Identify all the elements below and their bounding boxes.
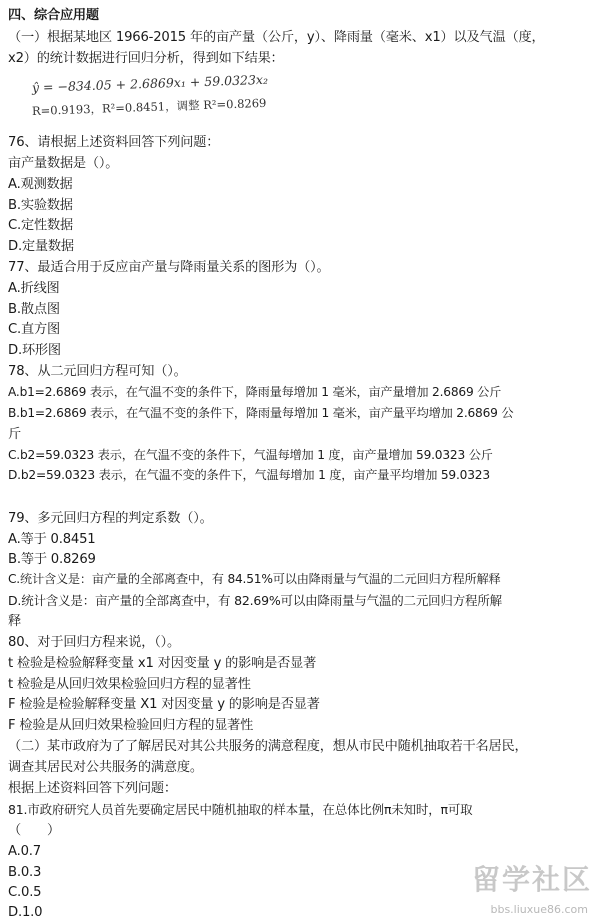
q78-option-d: D.b2=59.0323 表示，在气温不变的条件下，气温每增加 1 度，亩产量平均增加 59.0323 (8, 468, 490, 482)
q80-option-d: F 检验是从回归效果检验回归方程的显著性 (8, 718, 254, 733)
q78-stem: 78、从二元回归方程可知（）。 (8, 364, 187, 379)
q77-stem: 77、最适合用于反应亩产量与降雨量关系的图形为（）。 (8, 260, 330, 275)
watermark-url: bbs.liuxue86.com (490, 903, 588, 916)
q81-option-b: B.0.3 (8, 865, 42, 880)
q77-option-c: C.直方图 (8, 322, 60, 337)
q77-option-b: B.散点图 (8, 302, 60, 317)
q81-option-d: D.1.0 (8, 905, 43, 920)
q79-option-c: C.统计含义是：亩产量的全部离查中，有 84.51%可以由降雨量与气温的二元回归方程所解释 (8, 572, 501, 586)
crop-separator (0, 495, 602, 509)
q81-stem: 81.市政府研究人员首先要确定居民中随机抽取的样本量，在总体比例π未知时，π可取 (8, 802, 473, 817)
q78-option-a: A.b1=2.6869 表示，在气温不变的条件下，降雨量每增加 1 毫米，亩产量增加 2.6869 公斤 (8, 385, 502, 399)
q81-option-c: C.0.5 (8, 885, 42, 900)
q80-option-a: t 检验是检验解释变量 x1 对因变量 y 的影响是否显著 (8, 656, 317, 671)
q77-option-d: D.环形图 (8, 343, 61, 358)
q78-option-c: C.b2=59.0323 表示，在气温不变的条件下，气温每增加 1 度，亩产量增加 59.0323 公斤 (8, 448, 493, 462)
q76-option-d: D.定量数据 (8, 239, 74, 254)
q80-option-c: F 检验是检验解释变量 X1 对因变量 y 的影响是否显著 (8, 697, 320, 712)
q77-option-a: A.折线图 (8, 281, 60, 296)
q78-option-b-cont: 斤 (8, 427, 21, 442)
regression-stats: R=0.9193，R²=0.8451，调整 R²=0.8269 (31, 95, 267, 118)
q79-option-d-cont: 释 (8, 614, 21, 629)
intro-line-2: x2）的统计数据进行回归分析，得到如下结果： (8, 51, 284, 66)
watermark-logo: 留学社区 (471, 863, 592, 896)
q76-option-a: A.观测数据 (8, 177, 73, 192)
part2-intro-2: 调查其居民对公共服务的满意度。 (8, 760, 203, 775)
q80-option-b: t 检验是从回归效果检验回归方程的显著性 (8, 677, 251, 692)
q76-intro: 76、请根据上述资料回答下列问题： (8, 135, 220, 150)
part2-intro-1: （二）某市政府为了了解居民对其公共服务的满意程度，想从市民中随机抽取若干名居民， (8, 739, 528, 754)
q76-option-c: C.定性数据 (8, 218, 73, 233)
q81-option-a: A.0.7 (8, 844, 41, 859)
q78-option-b: B.b1=2.6869 表示，在气温不变的条件下，降雨量每增加 1 毫米，亩产量平均增加 2.6869 公 (8, 406, 514, 420)
q79-stem: 79、多元回归方程的判定系数（）。 (8, 511, 213, 526)
q79-option-d: D.统计含义是：亩产量的全部离查中，有 82.69%可以由降雨量与气温的二元回归方程所解 (8, 593, 502, 608)
q81-paren: （ ） (8, 823, 60, 838)
section-title: 四、综合应用题 (8, 8, 99, 23)
q76-option-b: B.实验数据 (8, 198, 73, 213)
intro-line-1: （一）根据某地区 1966-2015 年的亩产量（公斤，y）、降雨量（毫米、x1）以及气温（度， (8, 30, 545, 45)
q76-stem: 亩产量数据是（）。 (8, 156, 119, 171)
part2-intro-3: 根据上述资料回答下列问题： (8, 781, 177, 796)
q80-stem: 80、对于回归方程来说，（）。 (8, 635, 181, 650)
regression-formula: ŷ = −834.05 + 2.6869x₁ + 59.0323x₂ (31, 71, 269, 95)
q79-option-b: B.等于 0.8269 (8, 552, 96, 567)
q79-option-a: A.等于 0.8451 (8, 532, 96, 547)
